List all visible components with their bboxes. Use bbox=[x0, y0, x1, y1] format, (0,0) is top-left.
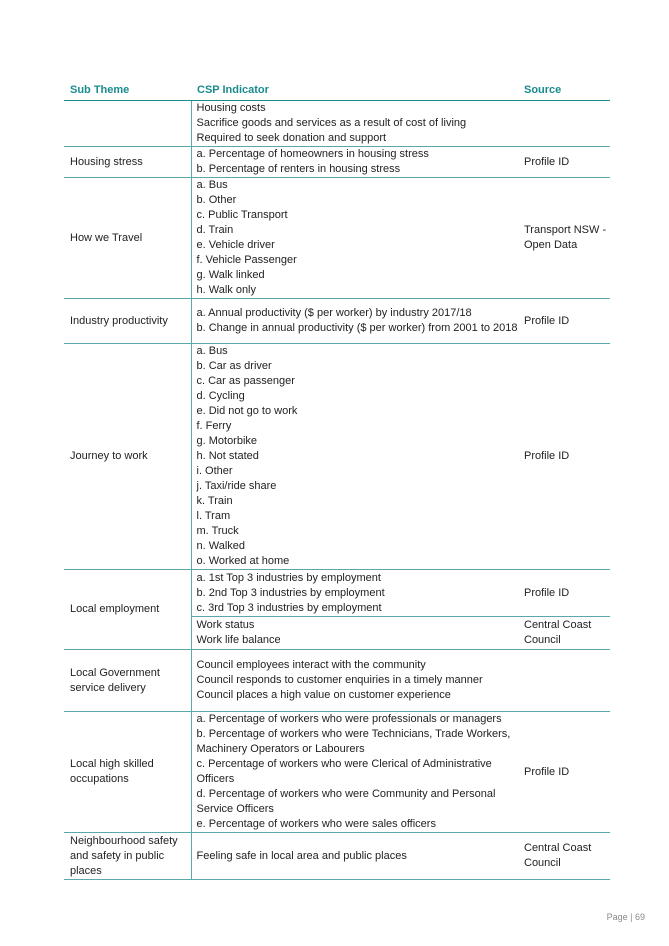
source-text: Profile ID bbox=[524, 450, 570, 462]
table-row bbox=[64, 299, 610, 344]
sub-theme-text: Local employment bbox=[70, 603, 160, 615]
header-sub-theme: Sub Theme bbox=[64, 79, 191, 101]
csp-indicator-table bbox=[64, 79, 610, 880]
indicator-line: a. 1st Top 3 industries by employment bbox=[196, 571, 381, 584]
indicator-line: e. Vehicle driver bbox=[196, 239, 275, 251]
sub-theme-text: How we Travel bbox=[70, 231, 143, 244]
table-row bbox=[64, 178, 610, 299]
table-row bbox=[64, 712, 610, 833]
sub-theme-cell bbox=[64, 178, 191, 299]
indicator-line: h. Walk only bbox=[196, 284, 257, 296]
indicator-line: g. Walk linked bbox=[196, 269, 265, 281]
source-text: Central Coast Council bbox=[524, 619, 592, 646]
header-csp-indicator: CSP Indicator bbox=[191, 79, 518, 101]
table-row bbox=[64, 650, 610, 712]
indicator-line: b. Percentage of renters in housing stress bbox=[196, 163, 401, 175]
indicator-group bbox=[192, 616, 519, 649]
source-cell bbox=[518, 147, 610, 178]
indicator-line: h. Not stated bbox=[196, 450, 259, 462]
source-group bbox=[518, 616, 610, 649]
source-text: Profile ID bbox=[524, 314, 570, 327]
indicator-cell bbox=[191, 712, 518, 833]
indicator-line: b. 2nd Top 3 industries by employment bbox=[196, 586, 385, 599]
indicator-line: f. Vehicle Passenger bbox=[196, 254, 297, 266]
indicator-line: o. Worked at home bbox=[196, 555, 290, 567]
indicator-line: e. Percentage of workers who were sales officers bbox=[196, 818, 436, 830]
sub-theme-text: Journey to work bbox=[70, 450, 148, 462]
indicator-line: Council responds to customer enquiries in a timely manner bbox=[196, 674, 483, 686]
table-row bbox=[64, 344, 610, 570]
indicator-line: m. Truck bbox=[196, 525, 239, 537]
indicator-cell bbox=[191, 147, 518, 178]
sub-theme-text: Neighbourhood safety and safety in public places bbox=[70, 834, 178, 877]
source-cell bbox=[518, 299, 610, 344]
indicator-cell bbox=[191, 833, 518, 880]
sub-theme-cell bbox=[64, 833, 191, 880]
indicator-cell bbox=[191, 344, 518, 570]
indicator-cell bbox=[191, 178, 518, 299]
indicator-line: c. 3rd Top 3 industries by employment bbox=[196, 601, 382, 614]
header-source: Source bbox=[518, 79, 610, 101]
indicator-line: b. Change in annual productivity ($ per worker) from 2001 to 2018 bbox=[196, 322, 518, 334]
table-row bbox=[64, 101, 610, 147]
indicator-line: c. Car as passenger bbox=[196, 375, 295, 387]
source-text: Profile ID bbox=[524, 765, 570, 778]
page-number: Page | 69 bbox=[606, 912, 645, 922]
source-cell bbox=[518, 570, 610, 650]
sub-theme-text: Local high skilled occupations bbox=[70, 758, 154, 785]
indicator-line: i. Other bbox=[196, 465, 233, 477]
indicator-line: c. Public Transport bbox=[196, 209, 288, 221]
sub-theme-cell bbox=[64, 299, 191, 344]
indicator-line: e. Did not go to work bbox=[196, 405, 298, 417]
indicator-line: a. Annual productivity ($ per worker) by industry 2017/18 bbox=[196, 307, 472, 319]
indicator-line: Work life balance bbox=[196, 634, 281, 646]
sub-theme-cell bbox=[64, 570, 191, 650]
indicator-group bbox=[192, 570, 519, 616]
indicator-cell bbox=[191, 650, 518, 712]
table-row bbox=[64, 570, 610, 650]
indicator-line: d. Train bbox=[196, 224, 234, 236]
indicator-cell bbox=[191, 299, 518, 344]
indicator-line: Sacrifice goods and services as a result of cost of living bbox=[196, 117, 467, 129]
source-text: Profile ID bbox=[524, 586, 570, 599]
indicator-line: Feeling safe in local area and public places bbox=[196, 849, 407, 862]
sub-theme-cell bbox=[64, 712, 191, 833]
indicator-line: Council employees interact with the community bbox=[196, 659, 426, 671]
indicator-line: k. Train bbox=[196, 495, 233, 507]
indicator-line: n. Walked bbox=[196, 540, 246, 552]
indicator-line: Council places a high value on customer experience bbox=[196, 689, 451, 701]
table-header-row bbox=[64, 79, 610, 101]
indicator-line: g. Motorbike bbox=[196, 435, 258, 447]
source-cell bbox=[518, 833, 610, 880]
sub-theme-text: Industry productivity bbox=[70, 314, 168, 327]
indicator-line: Required to seek donation and support bbox=[196, 132, 387, 144]
source-cell bbox=[518, 101, 610, 147]
indicator-line: a. Percentage of workers who were professionals or managers bbox=[196, 713, 502, 725]
table-row bbox=[64, 147, 610, 178]
indicator-line: b. Other bbox=[196, 194, 237, 206]
sub-theme-cell bbox=[64, 650, 191, 712]
indicator-line: a. Bus bbox=[196, 179, 228, 191]
source-text: Profile ID bbox=[524, 155, 570, 168]
indicator-line: d. Cycling bbox=[196, 390, 245, 402]
indicator-line: Housing costs bbox=[196, 102, 266, 114]
sub-theme-cell bbox=[64, 344, 191, 570]
sub-theme-text: Housing stress bbox=[70, 155, 143, 168]
indicator-cell bbox=[191, 101, 518, 147]
indicator-line: d. Percentage of workers who were Community and Personal Service Officers bbox=[196, 788, 496, 815]
indicator-line: Work status bbox=[196, 619, 255, 631]
source-cell bbox=[518, 712, 610, 833]
indicator-cell bbox=[191, 570, 518, 650]
indicator-line: l. Tram bbox=[196, 510, 231, 522]
sub-theme-cell bbox=[64, 147, 191, 178]
indicator-line: a. Percentage of homeowners in housing stress bbox=[196, 148, 429, 160]
sub-theme-cell bbox=[64, 101, 191, 147]
source-group bbox=[518, 570, 610, 616]
sub-theme-text: Local Government service delivery bbox=[70, 666, 160, 694]
indicator-line: j. Taxi/ride share bbox=[196, 480, 277, 492]
source-text: Central Coast Council bbox=[524, 842, 592, 869]
source-cell bbox=[518, 178, 610, 299]
indicator-line: b. Car as driver bbox=[196, 360, 272, 372]
source-text: Transport NSW - Open Data bbox=[524, 224, 607, 251]
indicator-line: c. Percentage of workers who were Clerical of Administrative Officers bbox=[196, 758, 492, 785]
table-row bbox=[64, 833, 610, 880]
indicator-line: b. Percentage of workers who were Technicians, Trade Workers, Machinery Operators or Labourers bbox=[196, 728, 511, 755]
source-cell bbox=[518, 650, 610, 712]
source-cell bbox=[518, 344, 610, 570]
indicator-line: a. Bus bbox=[196, 345, 228, 357]
indicator-line: f. Ferry bbox=[196, 420, 232, 432]
